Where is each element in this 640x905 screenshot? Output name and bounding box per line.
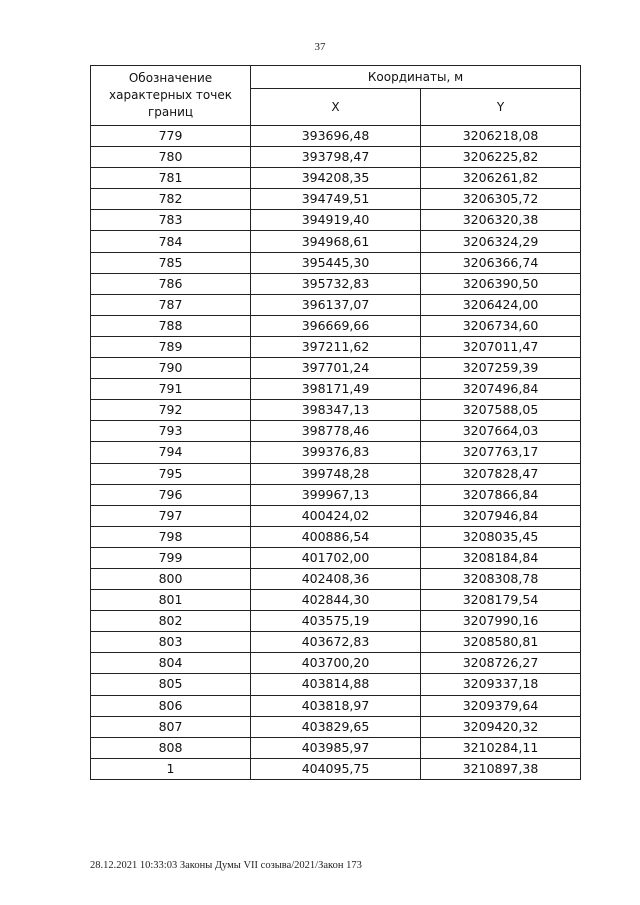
point-cell: 783 [91, 210, 251, 231]
y-cell: 3208308,78 [421, 568, 581, 589]
coordinates-table [90, 65, 581, 780]
table-row [91, 716, 581, 737]
table-row [91, 421, 581, 442]
table-row [91, 358, 581, 379]
header-point-designation: Обозначение характерных точек границ [91, 66, 251, 126]
y-cell: 3207946,84 [421, 505, 581, 526]
x-cell: 403818,97 [251, 695, 421, 716]
point-cell: 787 [91, 294, 251, 315]
x-cell: 396137,07 [251, 294, 421, 315]
x-cell: 393696,48 [251, 126, 421, 147]
point-cell: 806 [91, 695, 251, 716]
x-cell: 402844,30 [251, 590, 421, 611]
table-row [91, 294, 581, 315]
header-x: X [251, 89, 421, 126]
point-cell: 794 [91, 442, 251, 463]
point-cell: 785 [91, 252, 251, 273]
x-cell: 398778,46 [251, 421, 421, 442]
table-row [91, 737, 581, 758]
y-cell: 3208580,81 [421, 632, 581, 653]
point-cell: 803 [91, 632, 251, 653]
table-row [91, 526, 581, 547]
x-cell: 393798,47 [251, 147, 421, 168]
table-row [91, 632, 581, 653]
header-y: Y [421, 89, 581, 126]
x-cell: 394208,35 [251, 168, 421, 189]
point-cell: 801 [91, 590, 251, 611]
y-cell: 3209337,18 [421, 674, 581, 695]
table-row [91, 231, 581, 252]
point-cell: 790 [91, 358, 251, 379]
y-cell: 3206390,50 [421, 273, 581, 294]
y-cell: 3209379,64 [421, 695, 581, 716]
table-row [91, 547, 581, 568]
point-cell: 808 [91, 737, 251, 758]
point-cell: 782 [91, 189, 251, 210]
table-row [91, 168, 581, 189]
x-cell: 394968,61 [251, 231, 421, 252]
point-cell: 805 [91, 674, 251, 695]
y-cell: 3206424,00 [421, 294, 581, 315]
point-cell: 779 [91, 126, 251, 147]
x-cell: 403700,20 [251, 653, 421, 674]
y-cell: 3209420,32 [421, 716, 581, 737]
point-cell: 797 [91, 505, 251, 526]
table-row [91, 147, 581, 168]
y-cell: 3207496,84 [421, 379, 581, 400]
x-cell: 402408,36 [251, 568, 421, 589]
table-row [91, 189, 581, 210]
y-cell: 3206734,60 [421, 315, 581, 336]
y-cell: 3210897,38 [421, 758, 581, 779]
point-cell: 791 [91, 379, 251, 400]
table-body [91, 126, 581, 780]
table-row [91, 315, 581, 336]
y-cell: 3206320,38 [421, 210, 581, 231]
table-row [91, 210, 581, 231]
page-number: 37 [314, 41, 326, 53]
table-row [91, 442, 581, 463]
y-cell: 3206305,72 [421, 189, 581, 210]
table-row [91, 273, 581, 294]
y-cell: 3206225,82 [421, 147, 581, 168]
table-row [91, 379, 581, 400]
y-cell: 3207664,03 [421, 421, 581, 442]
x-cell: 397701,24 [251, 358, 421, 379]
x-cell: 399376,83 [251, 442, 421, 463]
y-cell: 3207828,47 [421, 463, 581, 484]
table-row [91, 126, 581, 147]
y-cell: 3206261,82 [421, 168, 581, 189]
point-cell: 807 [91, 716, 251, 737]
y-cell: 3207588,05 [421, 400, 581, 421]
x-cell: 394749,51 [251, 189, 421, 210]
table-row [91, 252, 581, 273]
table-row [91, 653, 581, 674]
point-cell: 792 [91, 400, 251, 421]
point-cell: 796 [91, 484, 251, 505]
point-cell: 780 [91, 147, 251, 168]
table-row [91, 484, 581, 505]
y-cell: 3208184,84 [421, 547, 581, 568]
x-cell: 401702,00 [251, 547, 421, 568]
point-cell: 798 [91, 526, 251, 547]
x-cell: 403985,97 [251, 737, 421, 758]
x-cell: 403829,65 [251, 716, 421, 737]
point-cell: 788 [91, 315, 251, 336]
point-cell: 802 [91, 611, 251, 632]
x-cell: 403575,19 [251, 611, 421, 632]
table-row [91, 336, 581, 357]
y-cell: 3207866,84 [421, 484, 581, 505]
y-cell: 3208179,54 [421, 590, 581, 611]
y-cell: 3208726,27 [421, 653, 581, 674]
point-cell: 1 [91, 758, 251, 779]
table-row [91, 611, 581, 632]
x-cell: 403814,88 [251, 674, 421, 695]
point-cell: 781 [91, 168, 251, 189]
table-row [91, 568, 581, 589]
point-cell: 784 [91, 231, 251, 252]
footer-stamp: 28.12.2021 10:33:03 Законы Думы VII созыва/2021/Закон 173 [90, 860, 362, 871]
table-row [91, 695, 581, 716]
y-cell: 3210284,11 [421, 737, 581, 758]
y-cell: 3206324,29 [421, 231, 581, 252]
header-coordinates: Координаты, м [251, 66, 581, 89]
x-cell: 394919,40 [251, 210, 421, 231]
x-cell: 404095,75 [251, 758, 421, 779]
x-cell: 399748,28 [251, 463, 421, 484]
x-cell: 398171,49 [251, 379, 421, 400]
point-cell: 804 [91, 653, 251, 674]
y-cell: 3206366,74 [421, 252, 581, 273]
y-cell: 3207990,16 [421, 611, 581, 632]
x-cell: 399967,13 [251, 484, 421, 505]
table-row [91, 758, 581, 779]
y-cell: 3206218,08 [421, 126, 581, 147]
table-row [91, 463, 581, 484]
y-cell: 3208035,45 [421, 526, 581, 547]
y-cell: 3207011,47 [421, 336, 581, 357]
x-cell: 400886,54 [251, 526, 421, 547]
x-cell: 397211,62 [251, 336, 421, 357]
x-cell: 395445,30 [251, 252, 421, 273]
point-cell: 789 [91, 336, 251, 357]
table-row [91, 505, 581, 526]
table-row [91, 400, 581, 421]
point-cell: 786 [91, 273, 251, 294]
x-cell: 398347,13 [251, 400, 421, 421]
point-cell: 795 [91, 463, 251, 484]
table-row [91, 590, 581, 611]
x-cell: 395732,83 [251, 273, 421, 294]
x-cell: 400424,02 [251, 505, 421, 526]
x-cell: 403672,83 [251, 632, 421, 653]
point-cell: 793 [91, 421, 251, 442]
table-row [91, 674, 581, 695]
y-cell: 3207763,17 [421, 442, 581, 463]
y-cell: 3207259,39 [421, 358, 581, 379]
point-cell: 800 [91, 568, 251, 589]
point-cell: 799 [91, 547, 251, 568]
x-cell: 396669,66 [251, 315, 421, 336]
